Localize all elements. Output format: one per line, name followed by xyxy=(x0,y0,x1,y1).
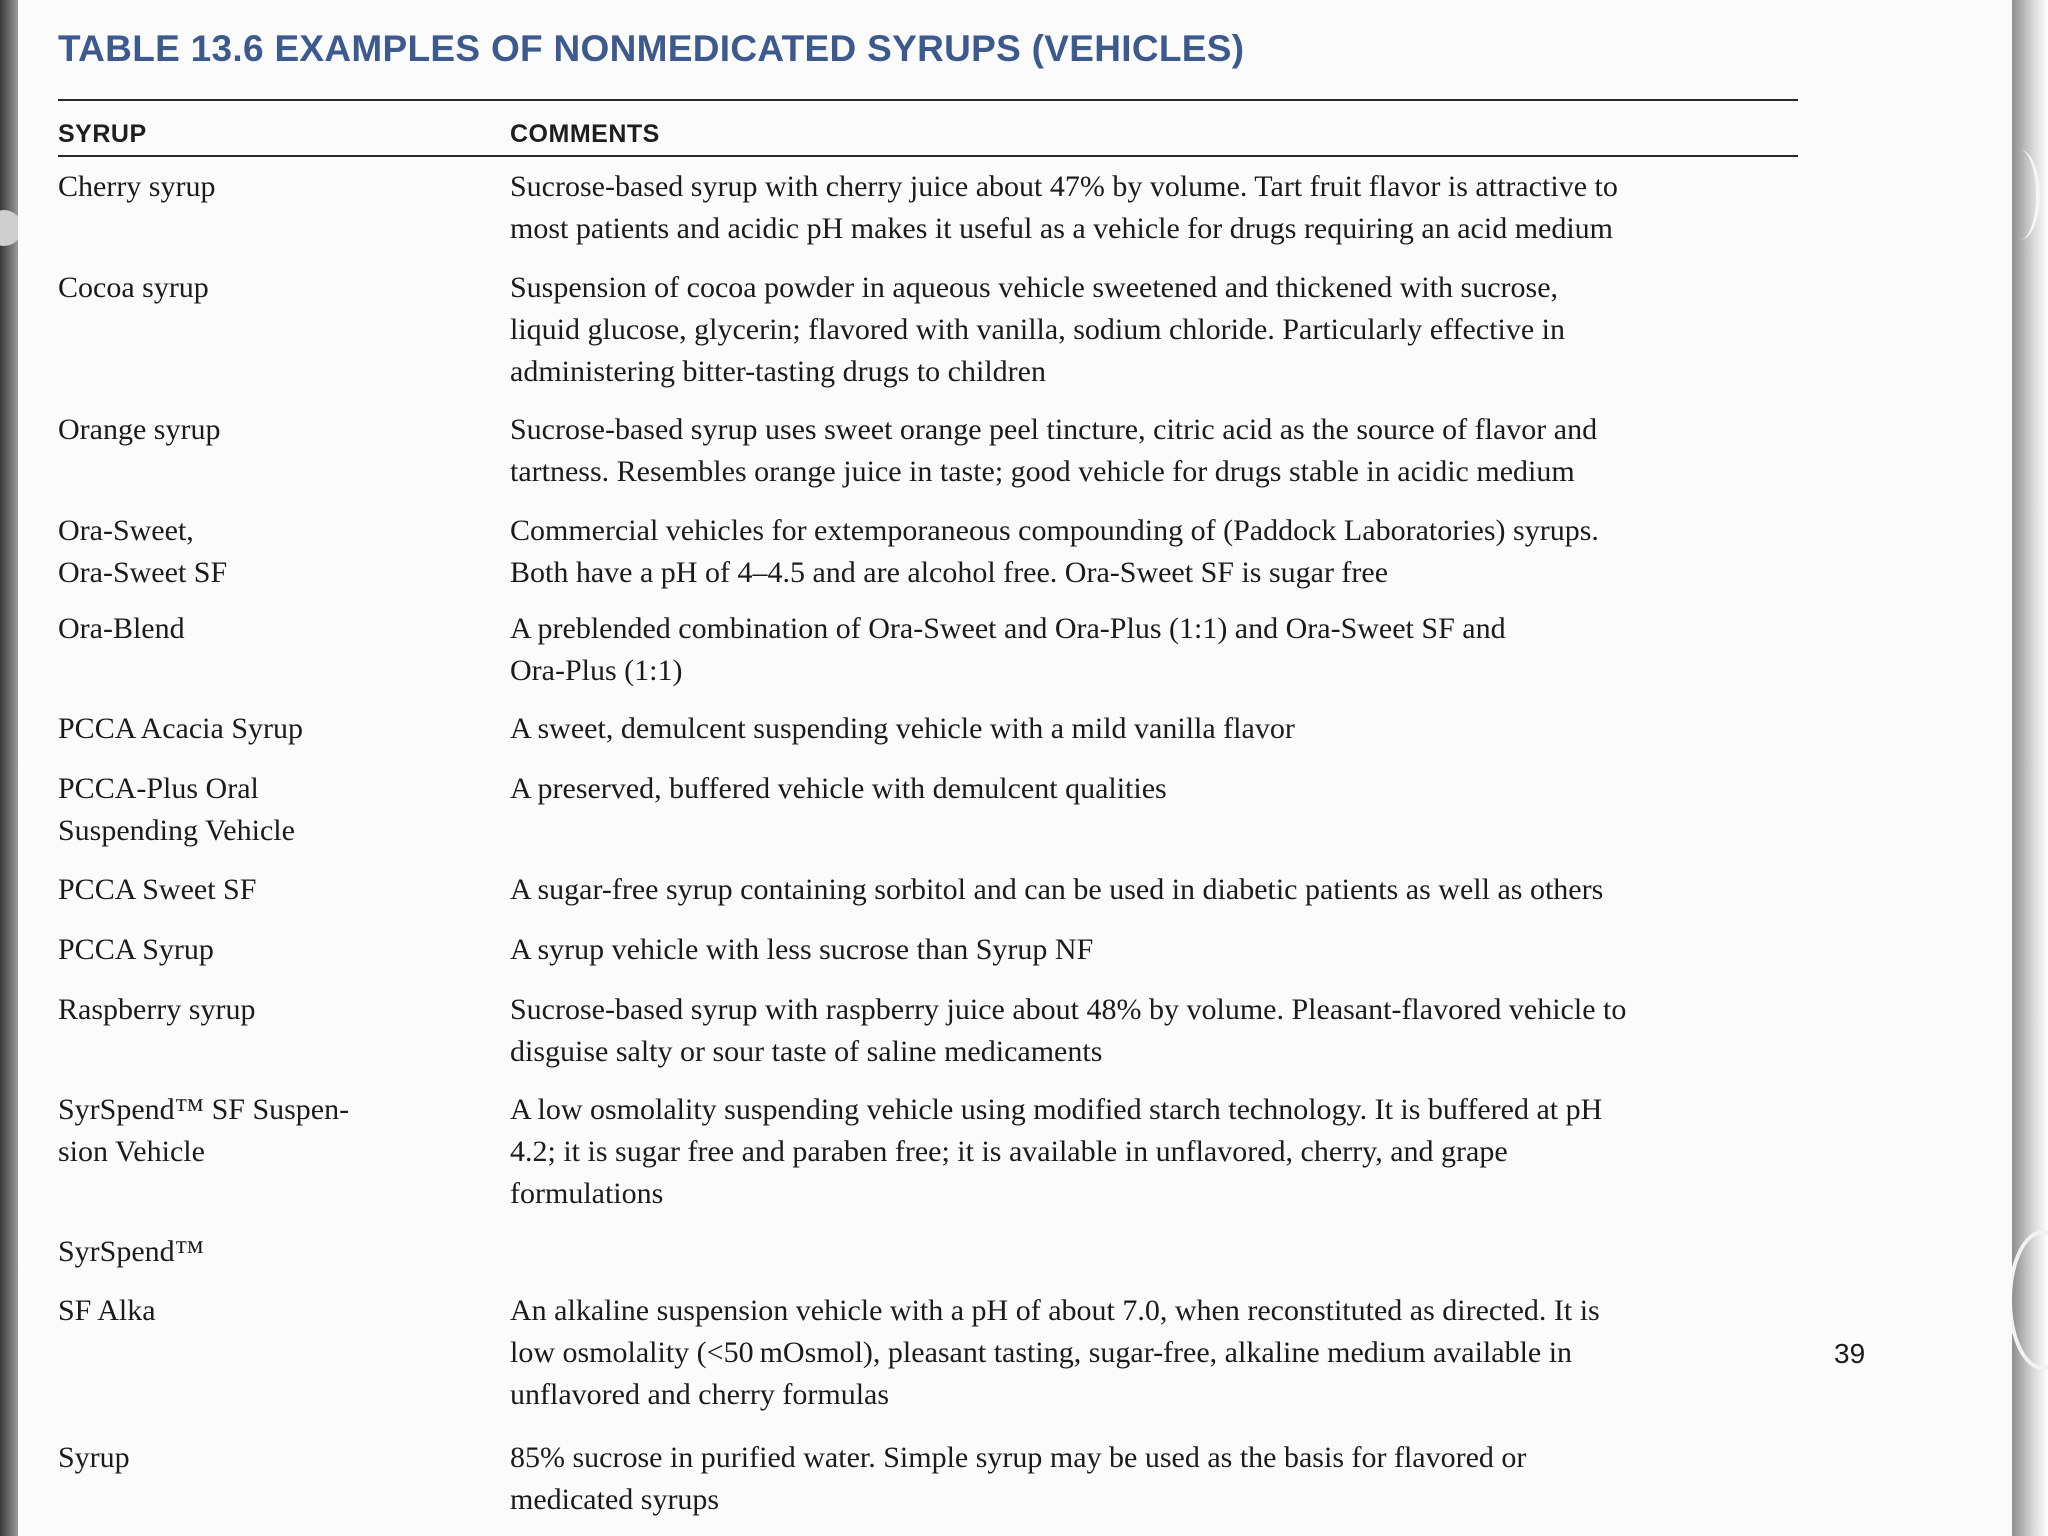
syrup-name-line: Syrup xyxy=(58,1441,130,1474)
comment-line: An alkaline suspension vehicle with a pH of about 7.0, when reconstituted as directed. It is xyxy=(510,1294,1600,1327)
syrup-name-cell xyxy=(58,510,478,594)
table-page xyxy=(18,0,2012,1536)
comment-line: Commercial vehicles for extemporaneous compounding of (Paddock Laboratories) syrups. xyxy=(510,514,1599,547)
syrup-name-line: Raspberry syrup xyxy=(58,993,256,1026)
syrup-name-line: PCCA Acacia Syrup xyxy=(58,712,303,745)
comment-cell xyxy=(510,1089,1810,1215)
comment-line: 85% sucrose in purified water. Simple syrup may be used as the basis for flavored or xyxy=(510,1441,1527,1474)
syrup-name-line: Suspending Vehicle xyxy=(58,814,295,847)
comment-cell xyxy=(510,510,1810,594)
comment-line: disguise salty or sour taste of saline medicaments xyxy=(510,1035,1103,1068)
comment-cell xyxy=(510,708,1810,750)
comment-cell xyxy=(510,989,1810,1073)
syrup-name-line: Ora-Sweet SF xyxy=(58,556,228,589)
syrup-name-line: Ora-Blend xyxy=(58,612,185,645)
comment-line: liquid glucose, glycerin; flavored with vanilla, sodium chloride. Particularly effective in xyxy=(510,313,1565,346)
comment-line: Ora-Plus (1:1) xyxy=(510,654,683,687)
syrup-name-cell xyxy=(58,267,478,309)
comment-cell xyxy=(510,166,1810,250)
comment-line: A low osmolality suspending vehicle using modified starch technology. It is buffered at pH xyxy=(510,1093,1603,1126)
comment-cell xyxy=(510,768,1810,810)
comment-line: tartness. Resembles orange juice in taste; good vehicle for drugs stable in acidic medium xyxy=(510,455,1575,488)
syrup-name-line: sion Vehicle xyxy=(58,1135,205,1168)
syrup-name-cell xyxy=(58,1437,478,1479)
comment-line: most patients and acidic pH makes it useful as a vehicle for drugs requiring an acid medium xyxy=(510,212,1614,245)
syrup-name-cell xyxy=(58,1290,478,1332)
syrup-name-line: Ora-Sweet, xyxy=(58,514,194,547)
comment-line: Sucrose-based syrup uses sweet orange peel tincture, citric acid as the source of flavor and xyxy=(510,413,1598,446)
syrup-name-cell xyxy=(58,768,478,852)
syrup-name-cell xyxy=(58,1231,478,1273)
comment-cell xyxy=(510,929,1810,971)
syrup-name-line: SF Alka xyxy=(58,1294,156,1327)
comment-line: Suspension of cocoa powder in aqueous vehicle sweetened and thickened with sucrose, xyxy=(510,271,1559,304)
comment-line: medicated syrups xyxy=(510,1483,720,1516)
syrup-name-line: Cocoa syrup xyxy=(58,271,209,304)
comment-line: Sucrose-based syrup with cherry juice about 47% by volume. Tart fruit flavor is attractive to xyxy=(510,170,1618,203)
comment-line: 4.2; it is sugar free and paraben free; it is available in unflavored, cherry, and grape xyxy=(510,1135,1508,1168)
syrup-name-cell xyxy=(58,166,478,208)
syrup-name-cell xyxy=(58,929,478,971)
slide-page-number: 39 xyxy=(1834,1338,1866,1369)
syrup-name-cell xyxy=(58,1089,478,1173)
comment-line: formulations xyxy=(510,1177,664,1210)
comment-line: A sugar-free syrup containing sorbitol and can be used in diabetic patients as well as others xyxy=(510,873,1604,906)
comment-line: A preserved, buffered vehicle with demulcent qualities xyxy=(510,772,1167,805)
comment-line: A preblended combination of Ora-Sweet and Ora-Plus (1:1) and Ora-Sweet SF and xyxy=(510,612,1506,645)
syrup-name-cell xyxy=(58,869,478,911)
syrup-name-line: Cherry syrup xyxy=(58,170,216,203)
syrup-name-line: Orange syrup xyxy=(58,413,221,446)
comment-line: Both have a pH of 4–4.5 and are alcohol free. Ora-Sweet SF is sugar free xyxy=(510,556,1389,589)
syrup-name-line: SyrSpend™ xyxy=(58,1235,205,1268)
comment-line: A sweet, demulcent suspending vehicle with a mild vanilla flavor xyxy=(510,712,1295,745)
comment-cell xyxy=(510,267,1810,393)
syrup-name-cell xyxy=(58,989,478,1031)
table-title: TABLE 13.6 EXAMPLES OF NONMEDICATED SYRUPS (VEHICLES) xyxy=(58,28,1245,69)
syrup-name-cell xyxy=(58,409,478,451)
comment-line: unflavored and cherry formulas xyxy=(510,1378,890,1411)
column-header-syrup: SYRUP xyxy=(58,120,147,148)
comment-line: low osmolality (<50 mOsmol), pleasant tasting, sugar-free, alkaline medium available in xyxy=(510,1336,1573,1369)
syrup-name-line: PCCA Syrup xyxy=(58,933,214,966)
table-header-rule xyxy=(58,155,1798,157)
comment-cell xyxy=(510,1290,1810,1416)
comment-line: administering bitter-tasting drugs to children xyxy=(510,355,1046,388)
syrup-name-line: PCCA-Plus Oral xyxy=(58,772,259,805)
comment-line: A syrup vehicle with less sucrose than Syrup NF xyxy=(510,933,1094,966)
syrup-name-cell xyxy=(58,708,478,750)
comment-cell xyxy=(510,409,1810,493)
comment-cell xyxy=(510,608,1810,692)
comment-line: Sucrose-based syrup with raspberry juice about 48% by volume. Pleasant-flavored vehicle to xyxy=(510,993,1627,1026)
syrup-name-cell xyxy=(58,608,478,650)
column-header-comments: COMMENTS xyxy=(510,120,660,148)
comment-cell xyxy=(510,869,1810,911)
syrup-name-line: PCCA Sweet SF xyxy=(58,873,257,906)
comment-cell xyxy=(510,1437,1810,1521)
table-top-rule xyxy=(58,99,1798,101)
syrup-name-line: SyrSpend™ SF Suspen- xyxy=(58,1093,350,1126)
